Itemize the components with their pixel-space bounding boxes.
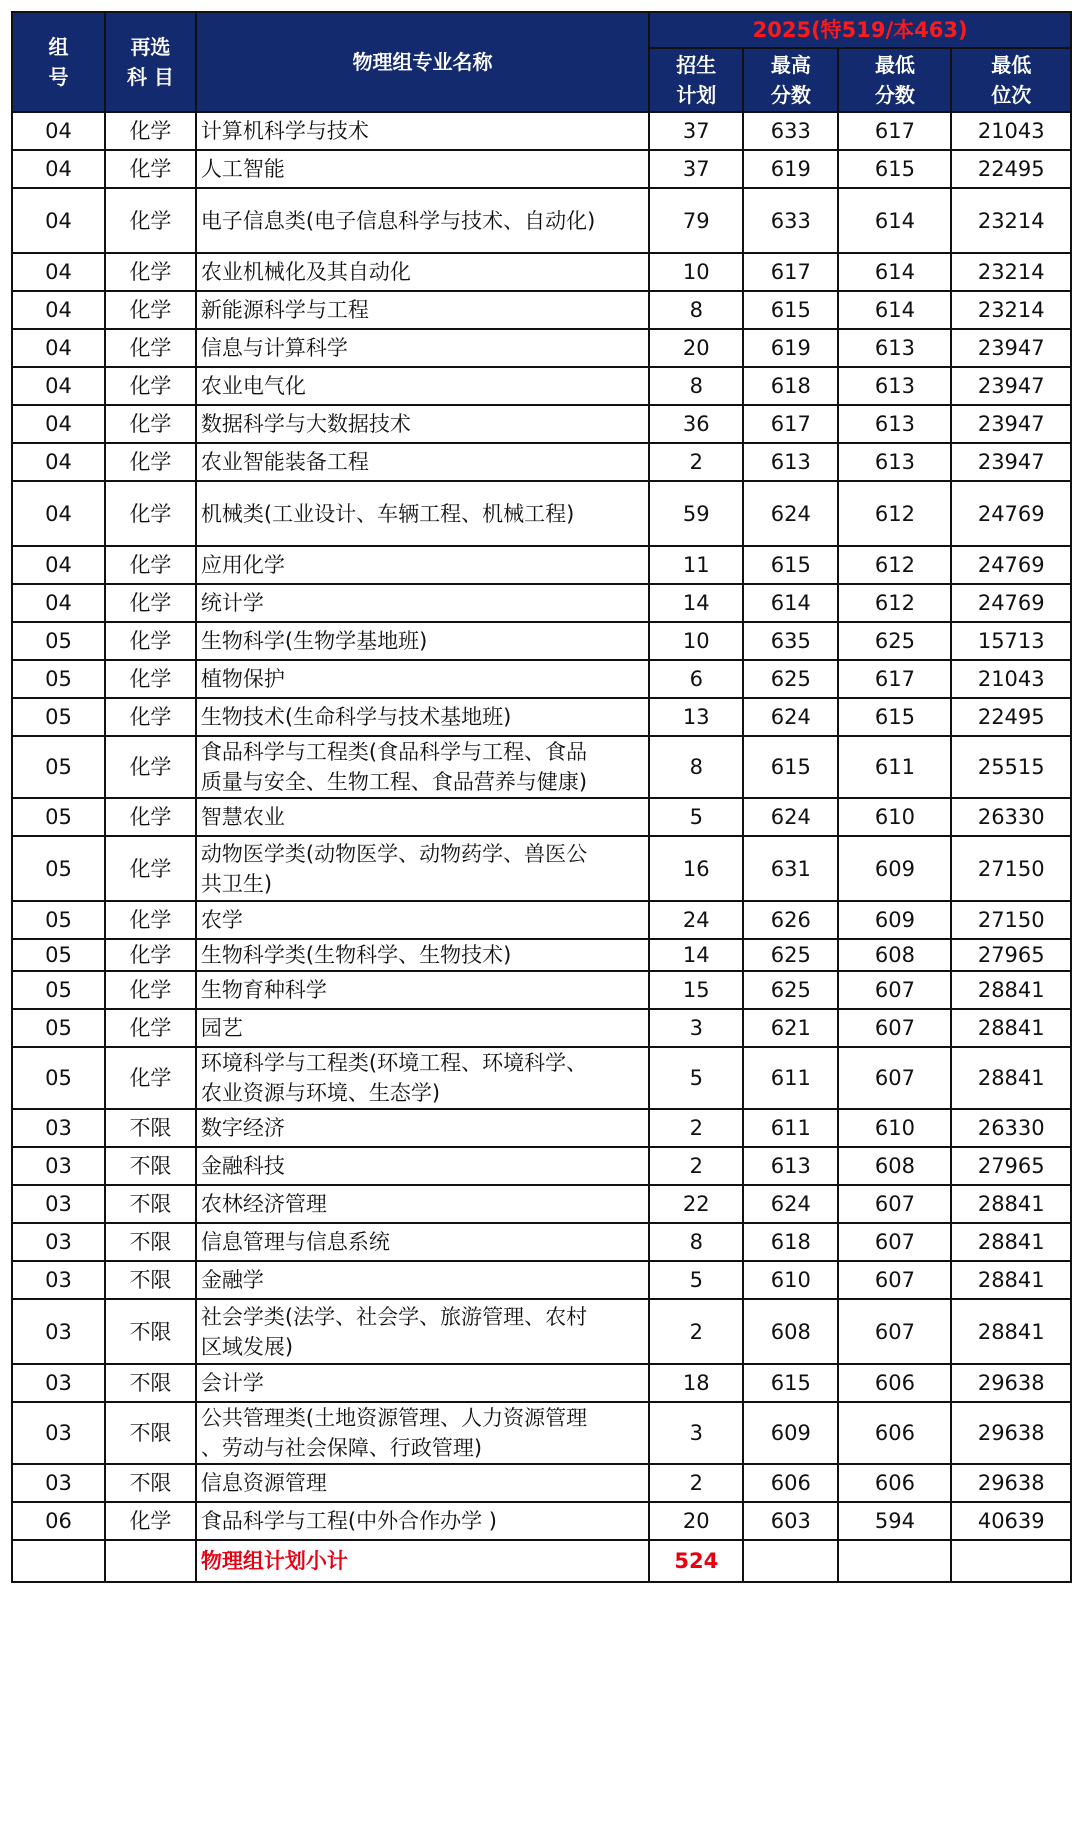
cell-major-name: 生物育种科学 xyxy=(196,971,649,1009)
cell-major-name: 农业智能装备工程 xyxy=(196,443,649,481)
total-subject-cell xyxy=(105,1540,196,1582)
cell-min-rank: 24769 xyxy=(951,546,1071,584)
cell-group-no: 04 xyxy=(12,150,105,188)
cell-min-score: 607 xyxy=(838,1223,951,1261)
header-min-score: 最低 分数 xyxy=(838,48,951,112)
cell-plan: 8 xyxy=(649,291,743,329)
cell-plan: 14 xyxy=(649,939,743,971)
cell-reselect-subject: 化学 xyxy=(105,971,196,1009)
total-group-cell xyxy=(12,1540,105,1582)
cell-min-score: 613 xyxy=(838,367,951,405)
table-row xyxy=(12,329,1071,367)
cell-max-score: 617 xyxy=(743,253,838,291)
cell-max-score: 606 xyxy=(743,1464,838,1502)
cell-major-name: 数据科学与大数据技术 xyxy=(196,405,649,443)
cell-max-score: 609 xyxy=(743,1402,838,1464)
cell-group-no: 04 xyxy=(12,253,105,291)
cell-reselect-subject: 化学 xyxy=(105,1047,196,1109)
cell-max-score: 625 xyxy=(743,939,838,971)
cell-min-rank: 23214 xyxy=(951,291,1071,329)
cell-plan: 11 xyxy=(649,546,743,584)
cell-reselect-subject: 化学 xyxy=(105,584,196,622)
cell-min-rank: 24769 xyxy=(951,584,1071,622)
cell-max-score: 626 xyxy=(743,901,838,939)
cell-major-name: 统计学 xyxy=(196,584,649,622)
cell-major-name: 农学 xyxy=(196,901,649,939)
cell-min-rank: 25515 xyxy=(951,736,1071,798)
cell-reselect-subject: 化学 xyxy=(105,150,196,188)
header-major-name: 物理组专业名称 xyxy=(196,12,649,112)
cell-reselect-subject: 化学 xyxy=(105,481,196,546)
cell-reselect-subject: 不限 xyxy=(105,1299,196,1364)
cell-min-score: 612 xyxy=(838,481,951,546)
cell-group-no: 04 xyxy=(12,367,105,405)
cell-min-score: 612 xyxy=(838,584,951,622)
cell-major-name: 农业电气化 xyxy=(196,367,649,405)
table-row xyxy=(12,112,1071,150)
cell-reselect-subject: 化学 xyxy=(105,443,196,481)
cell-reselect-subject: 不限 xyxy=(105,1364,196,1402)
cell-plan: 6 xyxy=(649,660,743,698)
cell-max-score: 615 xyxy=(743,546,838,584)
table-row xyxy=(12,367,1071,405)
cell-min-rank: 23214 xyxy=(951,253,1071,291)
cell-min-score: 609 xyxy=(838,901,951,939)
table-row xyxy=(12,698,1071,736)
cell-min-rank: 40639 xyxy=(951,1502,1071,1540)
cell-major-name: 园艺 xyxy=(196,1009,649,1047)
cell-group-no: 05 xyxy=(12,836,105,901)
cell-min-score: 608 xyxy=(838,939,951,971)
cell-major-name: 农林经济管理 xyxy=(196,1185,649,1223)
cell-reselect-subject: 化学 xyxy=(105,939,196,971)
cell-plan: 8 xyxy=(649,736,743,798)
cell-reselect-subject: 不限 xyxy=(105,1185,196,1223)
cell-plan: 79 xyxy=(649,188,743,253)
total-empty-cell xyxy=(951,1540,1071,1582)
cell-min-rank: 28841 xyxy=(951,1223,1071,1261)
cell-plan: 24 xyxy=(649,901,743,939)
cell-min-rank: 26330 xyxy=(951,1109,1071,1147)
cell-min-score: 607 xyxy=(838,971,951,1009)
admission-table xyxy=(11,11,1072,1583)
cell-plan: 2 xyxy=(649,1464,743,1502)
cell-plan: 5 xyxy=(649,798,743,836)
cell-plan: 14 xyxy=(649,584,743,622)
cell-min-rank: 28841 xyxy=(951,971,1071,1009)
cell-min-score: 606 xyxy=(838,1464,951,1502)
cell-major-name: 农业机械化及其自动化 xyxy=(196,253,649,291)
cell-major-name: 金融学 xyxy=(196,1261,649,1299)
cell-min-score: 617 xyxy=(838,660,951,698)
table-row xyxy=(12,1223,1071,1261)
cell-group-no: 03 xyxy=(12,1402,105,1464)
cell-max-score: 619 xyxy=(743,329,838,367)
cell-group-no: 03 xyxy=(12,1464,105,1502)
cell-plan: 5 xyxy=(649,1261,743,1299)
table-row xyxy=(12,405,1071,443)
cell-plan: 36 xyxy=(649,405,743,443)
cell-min-rank: 21043 xyxy=(951,660,1071,698)
cell-reselect-subject: 化学 xyxy=(105,836,196,901)
cell-min-score: 608 xyxy=(838,1147,951,1185)
table-row xyxy=(12,939,1071,971)
cell-max-score: 625 xyxy=(743,660,838,698)
cell-reselect-subject: 不限 xyxy=(105,1261,196,1299)
cell-min-score: 610 xyxy=(838,798,951,836)
cell-plan: 10 xyxy=(649,622,743,660)
cell-reselect-subject: 化学 xyxy=(105,901,196,939)
total-empty-cell xyxy=(838,1540,951,1582)
cell-plan: 20 xyxy=(649,329,743,367)
cell-group-no: 03 xyxy=(12,1261,105,1299)
cell-min-score: 613 xyxy=(838,405,951,443)
cell-group-no: 05 xyxy=(12,1009,105,1047)
cell-max-score: 615 xyxy=(743,1364,838,1402)
cell-max-score: 615 xyxy=(743,291,838,329)
cell-group-no: 04 xyxy=(12,584,105,622)
cell-group-no: 04 xyxy=(12,546,105,584)
cell-plan: 2 xyxy=(649,1147,743,1185)
cell-min-rank: 15713 xyxy=(951,622,1071,660)
cell-major-name: 信息与计算科学 xyxy=(196,329,649,367)
table-row xyxy=(12,584,1071,622)
cell-min-rank: 29638 xyxy=(951,1464,1071,1502)
cell-group-no: 05 xyxy=(12,971,105,1009)
cell-group-no: 03 xyxy=(12,1364,105,1402)
table-row xyxy=(12,660,1071,698)
table-row xyxy=(12,1109,1071,1147)
cell-major-name: 会计学 xyxy=(196,1364,649,1402)
cell-plan: 16 xyxy=(649,836,743,901)
cell-major-name: 食品科学与工程类(食品科学与工程、食品 质量与安全、生物工程、食品营养与健康) xyxy=(196,736,649,798)
table-row xyxy=(12,1009,1071,1047)
table-row xyxy=(12,798,1071,836)
cell-plan: 3 xyxy=(649,1009,743,1047)
cell-max-score: 625 xyxy=(743,971,838,1009)
cell-min-score: 606 xyxy=(838,1402,951,1464)
cell-reselect-subject: 化学 xyxy=(105,253,196,291)
cell-max-score: 618 xyxy=(743,1223,838,1261)
cell-max-score: 624 xyxy=(743,698,838,736)
table-row xyxy=(12,1185,1071,1223)
cell-reselect-subject: 化学 xyxy=(105,405,196,443)
cell-group-no: 04 xyxy=(12,291,105,329)
cell-plan: 37 xyxy=(649,112,743,150)
cell-min-rank: 28841 xyxy=(951,1261,1071,1299)
cell-major-name: 植物保护 xyxy=(196,660,649,698)
cell-group-no: 03 xyxy=(12,1147,105,1185)
cell-major-name: 食品科学与工程(中外合作办学 ) xyxy=(196,1502,649,1540)
cell-min-rank: 27965 xyxy=(951,939,1071,971)
cell-min-rank: 26330 xyxy=(951,798,1071,836)
table-row xyxy=(12,253,1071,291)
cell-max-score: 633 xyxy=(743,188,838,253)
cell-group-no: 04 xyxy=(12,405,105,443)
cell-reselect-subject: 化学 xyxy=(105,188,196,253)
cell-max-score: 635 xyxy=(743,622,838,660)
table-row xyxy=(12,971,1071,1009)
table-row xyxy=(12,901,1071,939)
cell-min-score: 613 xyxy=(838,329,951,367)
total-row xyxy=(12,1540,1071,1582)
total-label: 物理组计划小计 xyxy=(196,1540,649,1582)
cell-max-score: 610 xyxy=(743,1261,838,1299)
cell-major-name: 信息资源管理 xyxy=(196,1464,649,1502)
total-plan: 524 xyxy=(649,1540,743,1582)
cell-min-rank: 28841 xyxy=(951,1009,1071,1047)
cell-plan: 22 xyxy=(649,1185,743,1223)
table-row xyxy=(12,481,1071,546)
cell-min-rank: 29638 xyxy=(951,1402,1071,1464)
cell-min-rank: 23947 xyxy=(951,443,1071,481)
cell-group-no: 04 xyxy=(12,443,105,481)
cell-min-score: 609 xyxy=(838,836,951,901)
table-row xyxy=(12,1299,1071,1364)
cell-major-name: 生物科学(生物学基地班) xyxy=(196,622,649,660)
table-row xyxy=(12,1147,1071,1185)
cell-group-no: 03 xyxy=(12,1109,105,1147)
cell-max-score: 619 xyxy=(743,150,838,188)
cell-min-score: 625 xyxy=(838,622,951,660)
cell-major-name: 生物科学类(生物科学、生物技术) xyxy=(196,939,649,971)
cell-group-no: 06 xyxy=(12,1502,105,1540)
header-reselect-subject: 再选 科 目 xyxy=(105,12,196,112)
cell-major-name: 社会学类(法学、社会学、旅游管理、农村 区域发展) xyxy=(196,1299,649,1364)
cell-min-rank: 23947 xyxy=(951,405,1071,443)
cell-min-score: 607 xyxy=(838,1185,951,1223)
cell-max-score: 624 xyxy=(743,481,838,546)
cell-group-no: 05 xyxy=(12,798,105,836)
cell-reselect-subject: 不限 xyxy=(105,1223,196,1261)
cell-min-rank: 22495 xyxy=(951,698,1071,736)
header-plan: 招生 计划 xyxy=(649,48,743,112)
cell-plan: 18 xyxy=(649,1364,743,1402)
cell-plan: 8 xyxy=(649,367,743,405)
cell-min-score: 607 xyxy=(838,1261,951,1299)
cell-plan: 15 xyxy=(649,971,743,1009)
cell-major-name: 机械类(工业设计、车辆工程、机械工程) xyxy=(196,481,649,546)
cell-max-score: 633 xyxy=(743,112,838,150)
cell-plan: 3 xyxy=(649,1402,743,1464)
cell-reselect-subject: 化学 xyxy=(105,660,196,698)
cell-max-score: 624 xyxy=(743,1185,838,1223)
cell-reselect-subject: 化学 xyxy=(105,736,196,798)
cell-reselect-subject: 化学 xyxy=(105,329,196,367)
cell-reselect-subject: 化学 xyxy=(105,546,196,584)
cell-reselect-subject: 化学 xyxy=(105,112,196,150)
cell-max-score: 613 xyxy=(743,443,838,481)
cell-major-name: 公共管理类(土地资源管理、人力资源管理 、劳动与社会保障、行政管理) xyxy=(196,1402,649,1464)
cell-plan: 8 xyxy=(649,1223,743,1261)
cell-min-score: 607 xyxy=(838,1009,951,1047)
cell-major-name: 金融科技 xyxy=(196,1147,649,1185)
cell-reselect-subject: 化学 xyxy=(105,622,196,660)
cell-min-rank: 23947 xyxy=(951,329,1071,367)
header-min-rank: 最低 位次 xyxy=(951,48,1071,112)
table-row xyxy=(12,1047,1071,1109)
header-group-no: 组 号 xyxy=(12,12,105,112)
table-row xyxy=(12,1402,1071,1464)
cell-group-no: 05 xyxy=(12,901,105,939)
table-row xyxy=(12,150,1071,188)
cell-major-name: 应用化学 xyxy=(196,546,649,584)
cell-group-no: 05 xyxy=(12,698,105,736)
cell-min-score: 617 xyxy=(838,112,951,150)
cell-major-name: 人工智能 xyxy=(196,150,649,188)
cell-min-score: 614 xyxy=(838,188,951,253)
cell-min-rank: 23947 xyxy=(951,367,1071,405)
cell-major-name: 智慧农业 xyxy=(196,798,649,836)
cell-plan: 10 xyxy=(649,253,743,291)
cell-max-score: 618 xyxy=(743,367,838,405)
table-row xyxy=(12,622,1071,660)
cell-plan: 2 xyxy=(649,1109,743,1147)
cell-group-no: 05 xyxy=(12,939,105,971)
cell-max-score: 614 xyxy=(743,584,838,622)
cell-plan: 20 xyxy=(649,1502,743,1540)
cell-group-no: 04 xyxy=(12,112,105,150)
header-max-score: 最高 分数 xyxy=(743,48,838,112)
cell-reselect-subject: 化学 xyxy=(105,798,196,836)
cell-min-rank: 28841 xyxy=(951,1185,1071,1223)
cell-max-score: 617 xyxy=(743,405,838,443)
table-row xyxy=(12,836,1071,901)
cell-min-score: 611 xyxy=(838,736,951,798)
table-row xyxy=(12,1261,1071,1299)
table-row xyxy=(12,1502,1071,1540)
cell-min-score: 614 xyxy=(838,253,951,291)
cell-min-score: 607 xyxy=(838,1299,951,1364)
cell-major-name: 生物技术(生命科学与技术基地班) xyxy=(196,698,649,736)
cell-major-name: 数字经济 xyxy=(196,1109,649,1147)
cell-major-name: 计算机科学与技术 xyxy=(196,112,649,150)
cell-group-no: 04 xyxy=(12,188,105,253)
cell-group-no: 05 xyxy=(12,1047,105,1109)
cell-plan: 37 xyxy=(649,150,743,188)
cell-group-no: 03 xyxy=(12,1299,105,1364)
cell-min-score: 594 xyxy=(838,1502,951,1540)
total-empty-cell xyxy=(743,1540,838,1582)
cell-max-score: 615 xyxy=(743,736,838,798)
cell-plan: 59 xyxy=(649,481,743,546)
cell-min-rank: 28841 xyxy=(951,1299,1071,1364)
cell-plan: 13 xyxy=(649,698,743,736)
cell-max-score: 608 xyxy=(743,1299,838,1364)
table-row xyxy=(12,291,1071,329)
cell-major-name: 电子信息类(电子信息科学与技术、自动化) xyxy=(196,188,649,253)
cell-min-rank: 21043 xyxy=(951,112,1071,150)
cell-reselect-subject: 不限 xyxy=(105,1464,196,1502)
table-row xyxy=(12,736,1071,798)
cell-min-score: 612 xyxy=(838,546,951,584)
cell-max-score: 611 xyxy=(743,1109,838,1147)
table-row xyxy=(12,188,1071,253)
cell-max-score: 621 xyxy=(743,1009,838,1047)
cell-reselect-subject: 不限 xyxy=(105,1109,196,1147)
cell-min-score: 615 xyxy=(838,150,951,188)
cell-major-name: 动物医学类(动物医学、动物药学、兽医公 共卫生) xyxy=(196,836,649,901)
cell-reselect-subject: 不限 xyxy=(105,1147,196,1185)
cell-group-no: 05 xyxy=(12,736,105,798)
cell-min-rank: 24769 xyxy=(951,481,1071,546)
cell-reselect-subject: 化学 xyxy=(105,698,196,736)
cell-max-score: 613 xyxy=(743,1147,838,1185)
cell-plan: 5 xyxy=(649,1047,743,1109)
cell-max-score: 603 xyxy=(743,1502,838,1540)
cell-group-no: 03 xyxy=(12,1223,105,1261)
cell-min-score: 606 xyxy=(838,1364,951,1402)
cell-min-score: 610 xyxy=(838,1109,951,1147)
cell-max-score: 611 xyxy=(743,1047,838,1109)
cell-min-score: 613 xyxy=(838,443,951,481)
cell-max-score: 631 xyxy=(743,836,838,901)
cell-reselect-subject: 化学 xyxy=(105,1009,196,1047)
table-row xyxy=(12,443,1071,481)
cell-reselect-subject: 不限 xyxy=(105,1402,196,1464)
cell-plan: 2 xyxy=(649,1299,743,1364)
cell-min-score: 615 xyxy=(838,698,951,736)
table-body xyxy=(12,112,1071,1582)
cell-min-rank: 27965 xyxy=(951,1147,1071,1185)
cell-min-rank: 27150 xyxy=(951,901,1071,939)
cell-group-no: 05 xyxy=(12,660,105,698)
cell-min-rank: 28841 xyxy=(951,1047,1071,1109)
cell-min-score: 607 xyxy=(838,1047,951,1109)
cell-group-no: 05 xyxy=(12,622,105,660)
cell-reselect-subject: 化学 xyxy=(105,367,196,405)
cell-group-no: 03 xyxy=(12,1185,105,1223)
cell-min-rank: 27150 xyxy=(951,836,1071,901)
cell-major-name: 新能源科学与工程 xyxy=(196,291,649,329)
header-year-title: 2025(特519/本463) xyxy=(649,12,1071,48)
cell-min-rank: 23214 xyxy=(951,188,1071,253)
cell-reselect-subject: 化学 xyxy=(105,1502,196,1540)
cell-major-name: 信息管理与信息系统 xyxy=(196,1223,649,1261)
cell-min-rank: 22495 xyxy=(951,150,1071,188)
cell-plan: 2 xyxy=(649,443,743,481)
cell-max-score: 624 xyxy=(743,798,838,836)
cell-min-rank: 29638 xyxy=(951,1364,1071,1402)
table-row xyxy=(12,1364,1071,1402)
cell-reselect-subject: 化学 xyxy=(105,291,196,329)
table-row xyxy=(12,546,1071,584)
table-row xyxy=(12,1464,1071,1502)
cell-min-score: 614 xyxy=(838,291,951,329)
cell-group-no: 04 xyxy=(12,481,105,546)
cell-group-no: 04 xyxy=(12,329,105,367)
cell-major-name: 环境科学与工程类(环境工程、环境科学、 农业资源与环境、生态学) xyxy=(196,1047,649,1109)
